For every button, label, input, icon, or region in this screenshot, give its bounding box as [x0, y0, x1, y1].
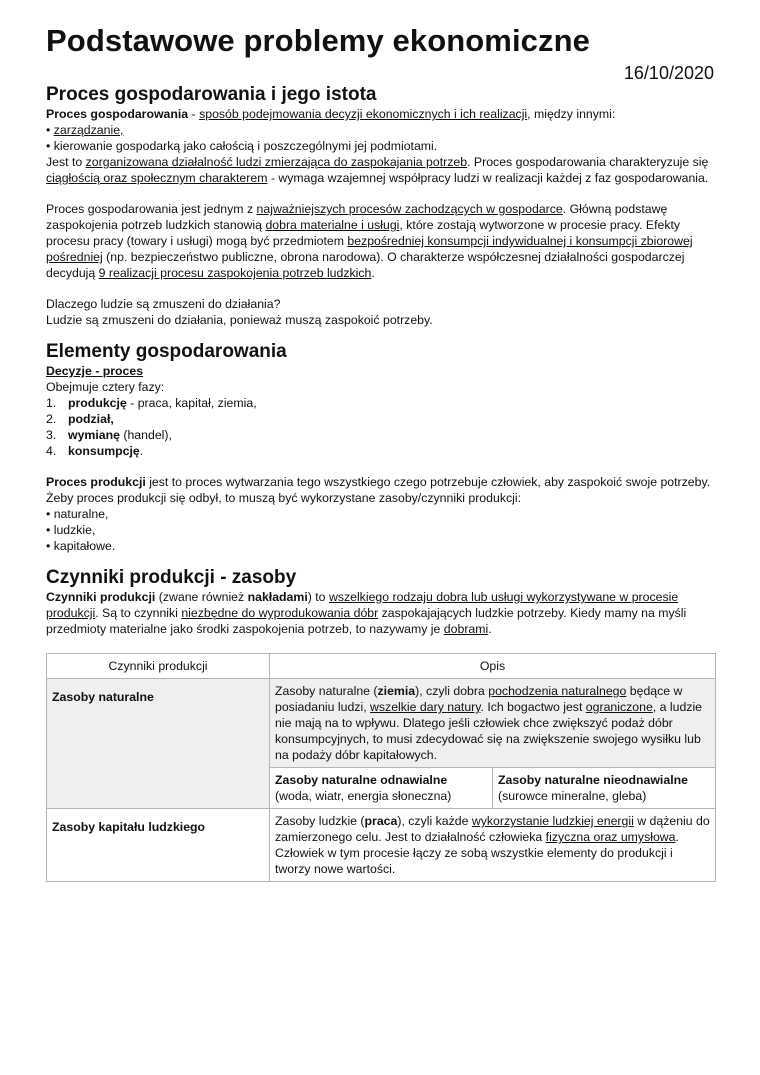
- subheading: Decyzje - proces: [46, 364, 144, 378]
- paragraph: Proces gospodarowania jest jednym z najważniejszych procesów zachodzących w gospodarce. Główną podstawę zaspokojenia potrzeb ludzkich stanowią dobra materialne i usługi, które zostają wytworzone w procesie pracy. Efekty procesu pracy (towary i usługi) mogą być przedmiotem bezpośredniej konsumpcji indywidualnej i konsumpcji zbiorowej pośredniej (np. bezpieczeństwo publiczne, obrona narodowa). O charakterze współczesnej działalności gospodarczej decydują 9 realizacji procesu zaspokojenia potrzeb ludzkich.: [46, 202, 693, 280]
- list-item: • kierowanie gospodarką jako całością i poszczególnymi jej podmiotami.: [46, 139, 438, 153]
- phase-item: 4. konsumpcję.: [46, 444, 144, 458]
- definition-paragraph: Proces gospodarowania - sposób podejmowania decyzji ekonomicznych i ich realizacji, między innymi: • zarządzanie, • kierowanie gospodarką jako całością i poszczególnymi jej podmiotami. Jest to zorganizowana działalność ludzi zmierzająca do zaspokajania potrzeb. Proces gospodarowania charakteryzuje się ciągłością oraz społecznym charakterem - wymaga wzajemnej współpracy ludzi w realizacji każdej z faz gospodarowania.: [46, 106, 718, 186]
- table-header-row: [47, 654, 716, 679]
- factors-paragraph: Czynniki produkcji (zwane również nakładami) to wszelkiego rodzaju dobra lub usługi wykorzystywane w procesie produkcji. Są to czynniki niezbędne do wyprodukowania dóbr zaspokajających ludzkie potrzeby. Kiedy mamy na myśli przedmioty materialne jako środki zaspokojenia potrzeb, to nazywamy je dobrami.: [46, 590, 687, 636]
- row-label-human: Zasoby kapitału ludzkiego: [47, 809, 270, 882]
- section-heading-factors: Czynniki produkcji - zasoby: [46, 567, 297, 588]
- table-row: [47, 809, 716, 882]
- table-row: [47, 679, 716, 768]
- phases-list: [46, 395, 718, 459]
- row-description-human: Zasoby ludzkie (praca), czyli każde wykorzystanie ludzkiej energii w dążeniu do zamierzonego celu. Jest to działalność człowieka fizyczna oraz umysłowa. Człowiek w tym procesie łączy ze sobą wszystkie elementy do produkcji i tworzy nowe wartości.: [270, 809, 716, 882]
- document-page: [46, 22, 718, 882]
- resource-item: • naturalne,: [46, 507, 109, 521]
- section-heading-process: Proces gospodarowania i jego istota: [46, 84, 377, 105]
- row-description-natural: Zasoby naturalne (ziemia), czyli dobra pochodzenia naturalnego będące w posiadaniu ludzi, wszelkie dary natury. Ich bogactwo jest ograniczone, a ludzie nie mają na to wpływu. Dlatego jeśli człowiek chce zwiększyć podaż dóbr konsumpcyjnych, to musi zdecydować się na zwiększenie swojego wysiłku lub na podaży dóbr kapitałowych.: [270, 679, 716, 768]
- cell-nonrenewable: Zasoby naturalne nieodnawialne (surowce mineralne, gleba): [493, 768, 716, 809]
- phases-intro: Obejmuje cztery fazy:: [46, 380, 165, 394]
- production-paragraph: Proces produkcji jest to proces wytwarzania tego wszystkiego czego potrzebuje człowiek, aby zaspokoić swoje potrzeby. Żeby proces produkcji się odbył, to muszą być wykorzystane zasoby/czynniki produkcji:: [46, 475, 711, 505]
- cell-renewable: Zasoby naturalne odnawialne (woda, wiatr, energia słoneczna): [270, 768, 493, 809]
- document-date: 16/10/2020: [623, 63, 714, 83]
- table-header-factor: Czynniki produkcji: [47, 654, 270, 679]
- answer: Ludzie są zmuszeni do działania, ponieważ muszą zaspokoić potrzeby.: [46, 313, 433, 327]
- resources-list: [46, 506, 718, 554]
- list-item: • zarządzanie,: [46, 123, 124, 137]
- resource-item: • kapitałowe.: [46, 539, 116, 553]
- definition-link: sposób podejmowania decyzji ekonomicznych i ich realizacji: [199, 107, 528, 121]
- resource-item: • ludzkie,: [46, 523, 96, 537]
- page-title: Podstawowe problemy ekonomiczne: [46, 23, 590, 58]
- section-heading-elements: Elementy gospodarowania: [46, 341, 287, 362]
- phase-item: 3. wymianę (handel),: [46, 428, 172, 442]
- phase-item: 2. podział,: [46, 412, 114, 426]
- row-label-natural: Zasoby naturalne: [47, 679, 270, 809]
- table-header-description: Opis: [270, 654, 716, 679]
- question: Dlaczego ludzie są zmuszeni do działania?: [46, 297, 281, 311]
- definition-term: Proces gospodarowania: [46, 107, 189, 121]
- factors-table: [46, 653, 716, 882]
- phase-item: 1. produkcję - praca, kapitał, ziemia,: [46, 396, 257, 410]
